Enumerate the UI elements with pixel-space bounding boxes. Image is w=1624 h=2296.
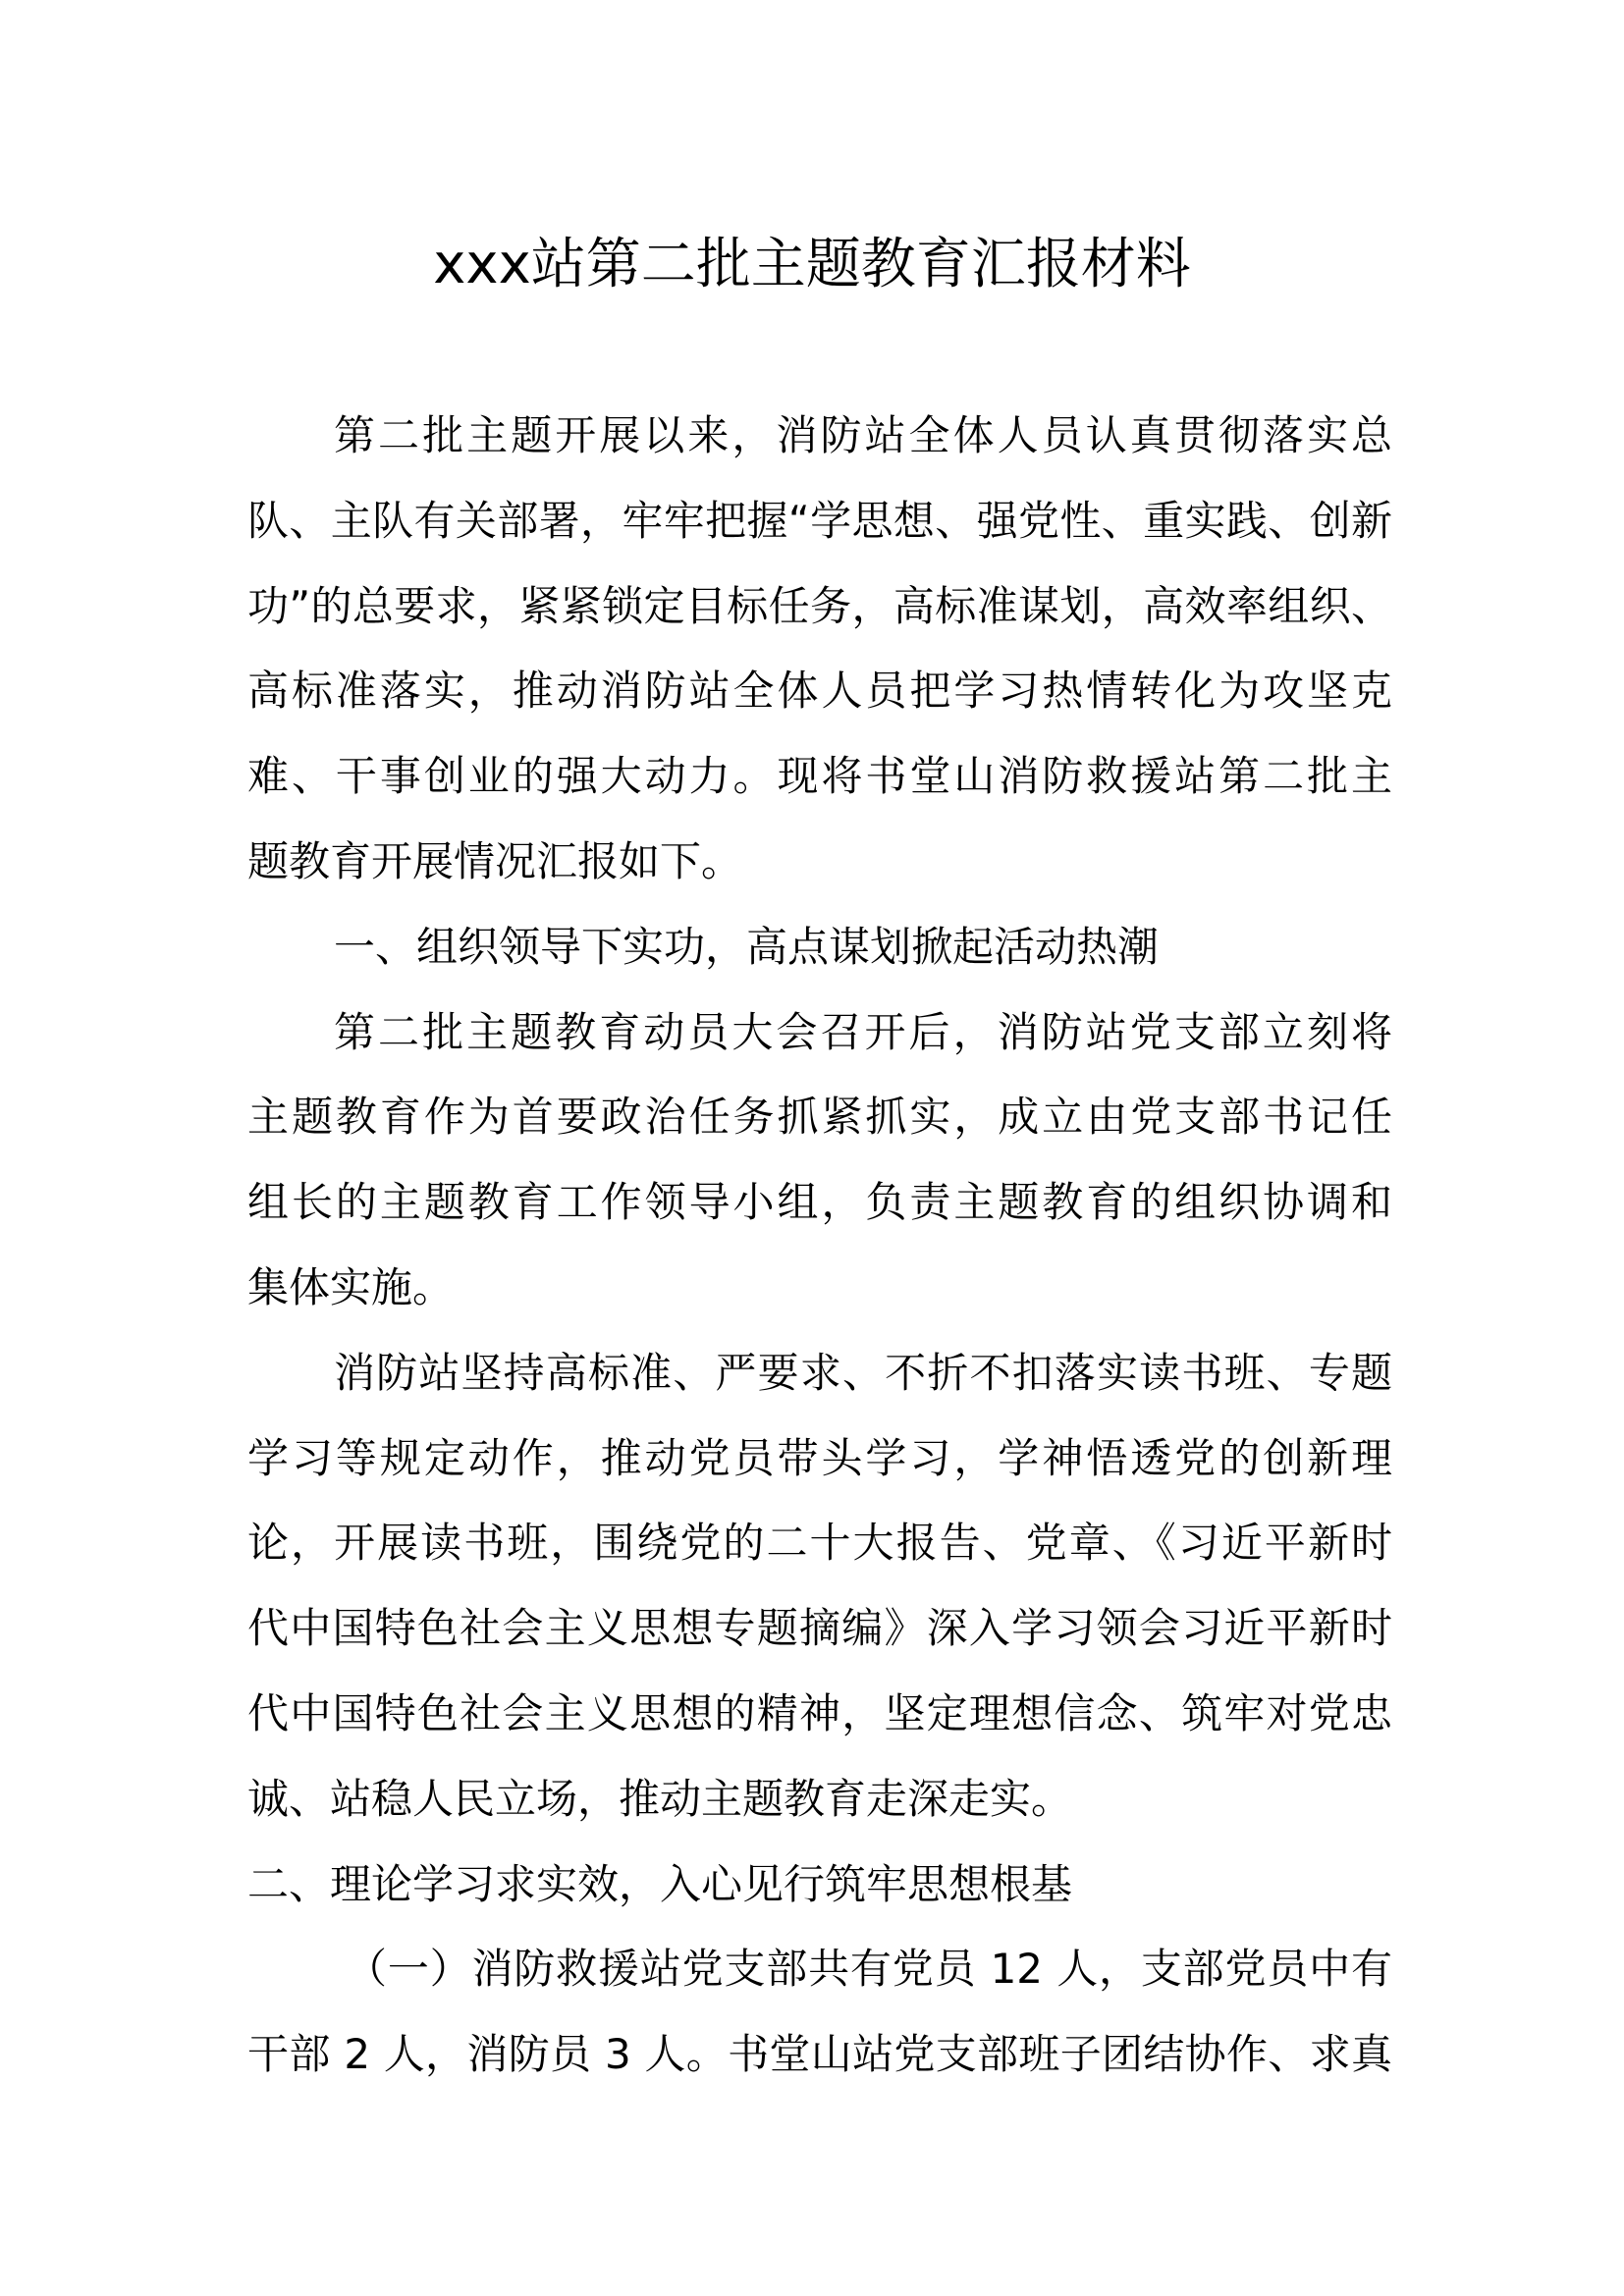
text-line: 学习等规定动作，推动党员带头学习，学神悟透党的创新理	[247, 1433, 1392, 1482]
text-line: 干部 2 人，消防员 3 人。书堂山站党支部班子团结协作、求真	[247, 2030, 1392, 2079]
text-line: 消防站坚持高标准、严要求、不折不扣落实读书班、专题	[334, 1348, 1392, 1397]
section-heading: 二、理论学习求实效，入心见行筑牢思想根基	[247, 1859, 1073, 1908]
text-line: 组长的主题教育工作领导小组，负责主题教育的组织协调和	[247, 1178, 1392, 1227]
document-body	[247, 394, 1392, 2098]
text-line: 主题教育作为首要政治任务抓紧抓实，成立由党支部书记任	[247, 1093, 1392, 1142]
text-line: （一）消防救援站党支部共有党员 12 人，支部党员中有	[346, 1945, 1392, 1994]
section-heading: 一、组织领导下实功，高点谋划掀起活动热潮	[334, 922, 1160, 971]
text-line: 高标准落实，推动消防站全体人员把学习热情转化为攻坚克	[247, 667, 1392, 716]
document-title: xxx站第二批主题教育汇报材料	[433, 233, 1191, 296]
text-line: 第二批主题开展以来，消防站全体人员认真贯彻落实总	[334, 411, 1392, 459]
text-line: 代中国特色社会主义思想的精神，坚定理想信念、筑牢对党忠	[247, 1688, 1392, 1737]
text-line: 论，开展读书班，围绕党的二十大报告、党章、《习近平新时	[247, 1519, 1392, 1568]
text-line: 第二批主题教育动员大会召开后，消防站党支部立刻将	[334, 1007, 1392, 1056]
text-line: 功”的总要求，紧紧锁定目标任务，高标准谋划，高效率组织、	[247, 581, 1392, 630]
text-line: 难、干事创业的强大动力。现将书堂山消防救援站第二批主	[247, 752, 1392, 801]
text-line: 诚、站稳人民立场，推动主题教育走深走实。	[247, 1774, 1073, 1823]
text-line: 集体实施。	[247, 1262, 455, 1311]
text-line: 队、主队有关部署，牢牢把握“学思想、强党性、重实践、创新	[247, 496, 1392, 545]
text-line: 代中国特色社会主义思想专题摘编》深入学习领会习近平新时	[247, 1604, 1392, 1653]
text-line: 题教育开展情况汇报如下。	[247, 836, 743, 885]
